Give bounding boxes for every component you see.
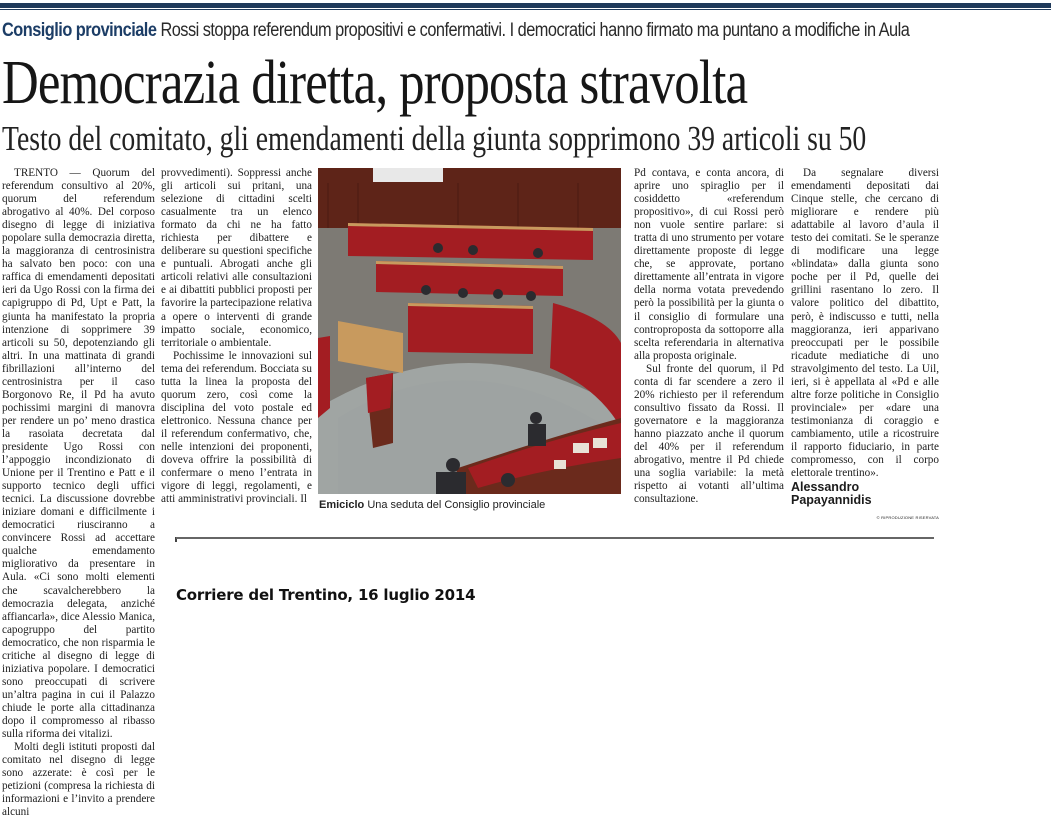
bench-left	[318, 336, 330, 418]
article-column-2	[161, 167, 312, 506]
paragraph: Pd contava, e conta ancora, di aprire uno spiraglio per il cosiddetto «referendum propositivo», di cui Rossi però non vuole sentire parlare: si tratta di uno strumento per votare direttamente proposte di legge che, se approvate, portano direttamente all’entrata in vigore della norma votata prevedendo però la possibilità per la giunta o il consiglio di formulare una controproposta da sottoporre alla scelta referendaria in alternativa alla proposta originale.	[634, 167, 784, 362]
paragraph: Sul fronte del quorum, il Pd conta di far scendere a zero il 20% richiesto per il referendum consultivo fissato da Rossi. Il governatore e la maggioranza hanno piazzato anche il quorum del 40% per il referendum abrogativo, mentre il Pd chiede una soglia variabile: la metà rispetto ai votanti all’ultima consultazione.	[634, 362, 784, 506]
photo-council-chamber	[318, 168, 621, 494]
kicker	[2, 20, 909, 42]
paragraph: TRENTO — Quorum del referendum consultivo al 20%, quorum del referendum abrogativo al 40%. Del corposo disegno di legge di iniziativa popolare sulla democrazia diretta, la maggioranza di centrosinistra ha salvato ben poco: con una raffica di emendamenti depositati ieri da Ugo Rossi con la firma dei capigruppo di Pd, Upt e Patt, la giunta ha manifestato la propria intenzione di sopprimere 39 articoli su 50, depotenziando gli altri. In una mattinata di grandi fibrillazioni all’interno del centrosinistra per il caso Borgonovo Re, il Pd ha avuto pochissimi margini di manovra per rendere un po’ meno drastica la rasoiata decretata dal presidente Ugo Rossi con l’appoggio incondizionato di Unione per il Trentino e Patt e il supporto tecnico degli uffici tecnici. La discussione dovrebbe iniziare domani e difficilmente i democratici riusciranno a convincere Rossi ad accettare qualche emendamento migliorativo da presentare in Aula. «Ci sono molti elementi che scavalcherebbero la democrazia delegata, anziché affiancarla», dice Alessio Manica, capogruppo del partito democratico, che non risparmia le critiche al disegno di legge di iniziativa popolare. I democratici sono preoccupati di scrivere un’altra pagina in cui il Palazzo chiude le porte alla cittadinanza dopo il compromesso al ribasso sulla riforma dei vitalizi.	[2, 167, 155, 741]
masthead-rule-thin	[0, 9, 1051, 10]
chamber-illustration	[318, 168, 621, 494]
paragraph: Da segnalare diversi emendamenti depositati dai Cinque stelle, che cercano di migliorare e rendere più adattabile al lavoro d’aula il testo dei comitati. Se le speranze di modificare una legge «blindata» dalla giunta sono poche per il Pd, quelle dei grillini rasentano lo zero. Il valore politico del dibattito, però, è indiscusso e tutti, nella maggioranza, ieri apparivano preoccupati per le possibile ricadute mediatiche di uno stravolgimento del testo. La Uil, ieri, si è appellata al «Pd e alle altre forze politiche in Consiglio provinciale» per «dare una testimonianza di coraggio e cambiamento, utile a ricostruire il rapporto fiduciario, in parte compromesso, con il corpo elettorale trentino».	[791, 167, 939, 480]
photo-caption	[319, 499, 545, 511]
article-column-4	[791, 167, 939, 524]
bench-presidency	[408, 303, 533, 354]
caption-text: Una seduta del Consiglio provinciale	[367, 499, 546, 511]
source-citation: Corriere del Trentino, 16 luglio 2014	[176, 586, 476, 604]
paragraph: Molti degli istituti proposti dal comitato nel disegno di legge sono azzerate: è così per le petizioni (compresa la richiesta di informazioni e l’invito a prendere alcuni	[2, 741, 155, 819]
paragraph: provvedimenti). Soppressi anche gli articoli sui pritani, una selezione di cittadini scelti casualmente tra un elenco formato da chi ne ha fatto richiesta per dibattere e deliberare su questioni specifiche e puntuali. Abrogati anche gli articoli relativi alle consultazioni e ai dibattiti pubblici proposti per favorire la partecipazione relativa a opere o interventi di grande impatto sociale, economico, territoriale o ambientale.	[161, 167, 312, 349]
byline: Alessandro Papayannidis	[791, 480, 872, 508]
article-column-1	[2, 167, 155, 819]
kicker-summary: Rossi stoppa referendum propositivi e confermativi. I democratici hanno firmato ma puntano a modifiche in Aula	[160, 20, 910, 41]
article-column-3	[634, 167, 784, 506]
headline: Democrazia diretta, proposta stravolta	[2, 49, 748, 117]
subheadline: Testo del comitato, gli emendamenti della giunta sopprimono 39 articoli su 50	[2, 119, 867, 158]
section-label: Consiglio provinciale	[2, 20, 157, 41]
divider-rule	[176, 537, 934, 539]
masthead-rule	[0, 3, 1051, 8]
caption-label: Emiciclo	[319, 499, 365, 511]
copyright-notice: © RIPRODUZIONE RISERVATA	[876, 515, 939, 521]
paragraph: Pochissime le innovazioni sul tema dei referendum. Bocciata su tutta la linea la proposta del quorum zero, così come la disciplina del voto postale ed elettronico. Nessuna chance per il referendum confermativo, che, nelle intenzioni dei proponenti, doveva offrire la possibilità di confermare o meno l’entrata in vigore di leggi, regolamenti, e atti amministrativi provinciali. Il	[161, 349, 312, 506]
